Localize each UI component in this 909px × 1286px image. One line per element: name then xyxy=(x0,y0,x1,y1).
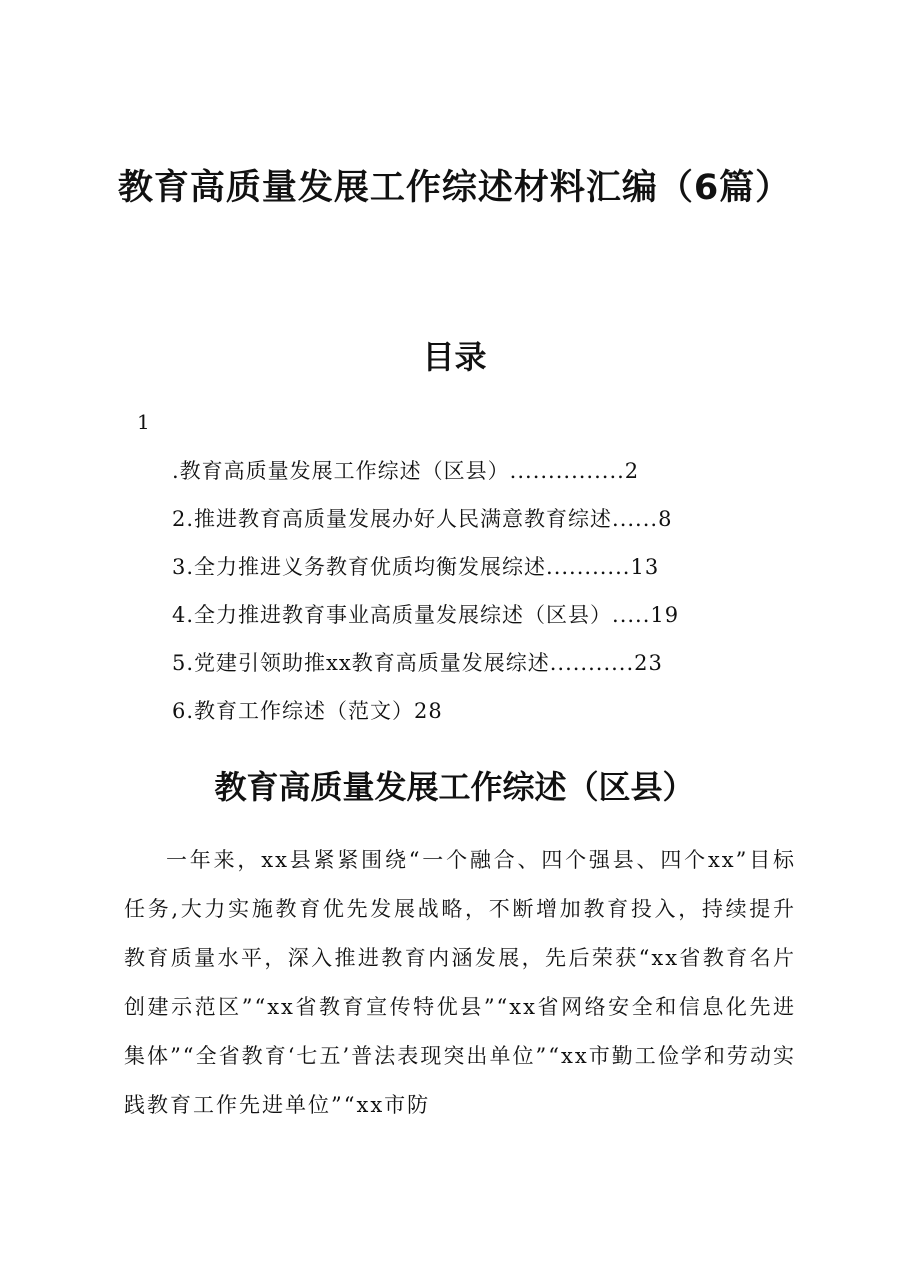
toc-item[interactable]: 5.党建引领助推xx教育高质量发展综述...........23 xyxy=(172,651,663,675)
toc-item[interactable]: 6.教育工作综述（范文）28 xyxy=(172,699,443,723)
section-title: 教育高质量发展工作综述（区县） xyxy=(214,768,695,806)
document-title: 教育高质量发展工作综述材料汇编（6篇） xyxy=(117,168,792,208)
toc-item[interactable]: 4.全力推进教育事业高质量发展综述（区县）.....19 xyxy=(172,603,680,627)
toc-list xyxy=(172,454,762,742)
toc-heading: 目录 xyxy=(422,338,487,376)
toc-item[interactable]: 3.全力推进义务教育优质均衡发展综述...........13 xyxy=(172,555,660,579)
body-paragraph: 一年来，xx县紧紧围绕“一个融合、四个强县、四个xx”目标任务,大力实施教育优先发展战略，不断增加教育投入，持续提升教育质量水平，深入推进教育内涵发展，先后荣获“xx省教育名片创建示范区”“xx省教育宣传特优县”“xx省网络安全和信息化先进集体”“全省教育‘七五’普法表现突出单位”“xx市勤工俭学和劳动实践教育工作先进单位”“xx市防 xyxy=(124,848,796,1117)
toc-item[interactable]: 2.推进教育高质量发展办好人民满意教育综述......8 xyxy=(172,507,673,531)
toc-number: 1 xyxy=(137,410,150,434)
toc-item[interactable]: .教育高质量发展工作综述（区县）...............2 xyxy=(172,459,640,483)
